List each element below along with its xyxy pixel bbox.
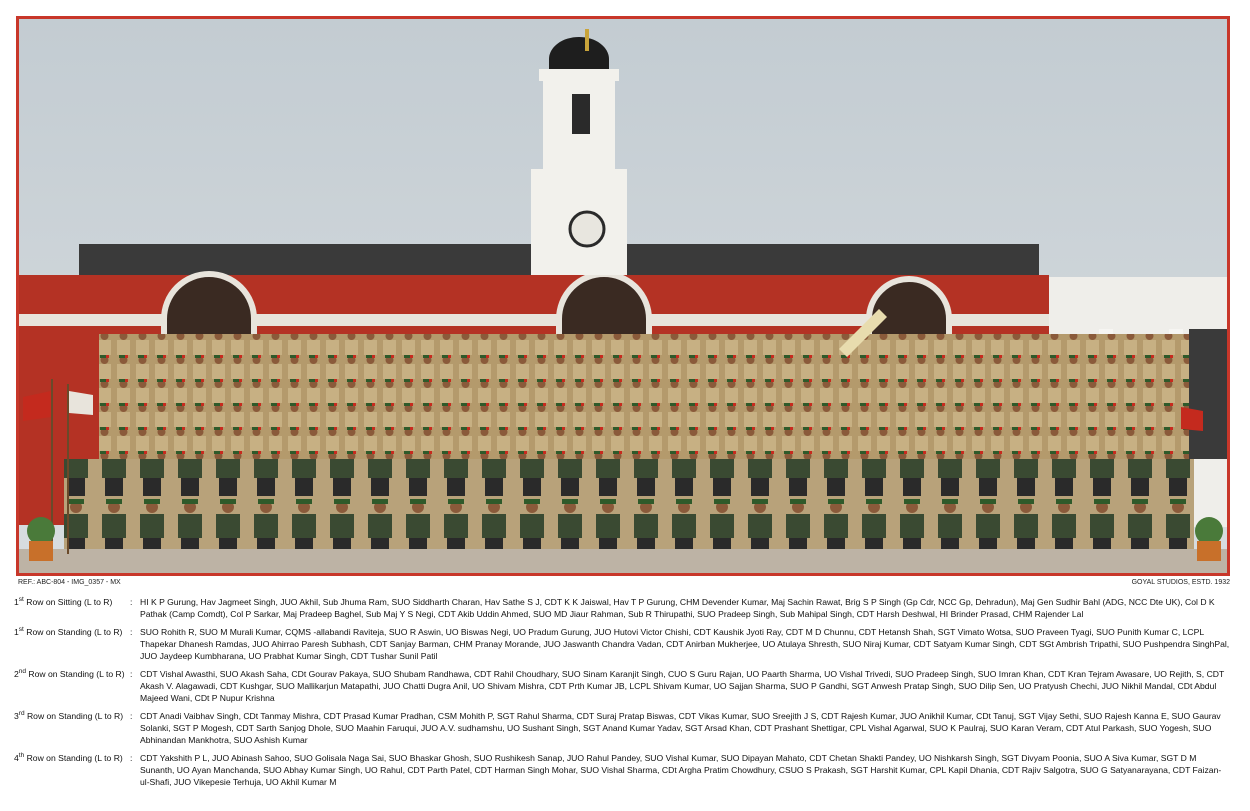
photo-reference-line xyxy=(18,579,1230,591)
caption-row-1-standing: 1st Row on Standing (L to R) : SUO Rohith R, SUO M Murali Kumar, CQMS -allabandi Raviteja, SUO R Aswin, UO Biswas Negi, UO Pradum Gurung, JUO Hutovi Victor Chishi, CDT Kaushik Jyoti Ray, CDT M D Chunnu, CDT Hetansh Shah, SGT Vimato Wotsa, SUO Praveen Tyagi, SUO Punith Kumar C, LCPL Thapekar Dhanesh Ramdas, JUO Ahirrao Paresh Subhash, CDT Sanjay Barman, CHM Pranay Morande, JUO Jaswanth Chandra Vadan, CDT Anirban Mukherjee, UO Atulaya Shresth, SUO Niraj Kumar, CDT Satyam Kumar Singh, CDT SGt Ambrish Tripathi, SUO Pushpendra SinghPal, JUO Jaydeep Kumbharana, UO Prabhat Kumar Singh, CDT Tushar Sunil Patil xyxy=(14,626,1230,661)
row-label: 4th Row on Standing (L to R) xyxy=(14,752,123,763)
row-names: CDT Vishal Awasthi, SUO Akash Saha, CDt Gourav Pakaya, SUO Shubam Randhawa, CDT Rahil Choudhary, SUO Sinam Karanjit Singh, CUO S Guru Rajan, UO Paarth Sharma, UO Vishal Trivedi, SUO Pradeep Singh, SUO Imran Khan, CDT Kran Tejram Awasare, UO Rejith, S, CDT Akash V. Alagawadi, CDT Kushgar, SUO Mallikarjun Matapathi, JUO Chatti Dugra Anil, UO Shivam Mishra, CDT Prth Kumar JB, LCPL Shivam Kumar, UO Sajjan Sharma, SUO P Gandhi, SGT Anwesh Pratap Singh, SUO Dilip Sen, UO Pratyush Chechi, JUO Nikhil Mandal, CDt Abdul Majeed Wani, CDt P Nupur Krishna xyxy=(140,669,1225,703)
row-names: CDT Anadi Vaibhav Singh, CDt Tanmay Mishra, CDT Prasad Kumar Pradhan, CSM Mohith P, SGT Rahul Sharma, CDT Suraj Pratap Biswas, CDT Vikas Kumar, SUO Sreejith J S, CDT Rajesh Kumar, JUO Anikhil Kumar, CDt Tanuj, SGT Vijay Sethi, SUO Rajesh Kanna E, SUO Gaurav Solanki, SGT P Mogesh, CDT Sarth Sanjog Dhole, SUO Maahin Faruqui, JUO A.V. sudhamshu, UO Sushant Singh, SGT Anand Kumar Yadav, SGT Arsad Khan, CDT Prashant Shettigar, CPL Vishal Agarwal, SUO K Paulraj, SUO Karan Veram, CDT Atul Parkash, SUO Yogesh, SUO Abhinandan Mankhotra, SUO Ashish Kumar xyxy=(140,711,1221,745)
caption-row-4-standing: 4th Row on Standing (L to R) : CDT Yakshith P L, JUO Abinash Sahoo, SUO Golisala Naga Sai, SUO Bhaskar Ghosh, SUO Rushikesh Sanap, JUO Rahul Pandey, SUO Vishal Kumar, SUO Dipayan Mahato, CDT Chetan Shakti Pandey, UO Nishkarsh Singh, SGT Divyam Poonia, SUO A Siva Kumar, SGT D M Sunanth, UO Ayan Manchanda, SUO Abhay Kumar Singh, UO Rahul, CDT Parth Patel, CDT Harman Singh Mohar, SUO Vishal Sharma, CDt Argha Pratim Chowdhury, CSUO S Prakash, SGT Harshit Kumar, CPL Kapil Dhania, CDT Rajiv Salgotra, SUO G Satyanarayana, CDT Faizan-ul-Shafi, JUO Vikepesie Terhuja, UO Akhil Kumar M xyxy=(14,752,1230,788)
caption-block xyxy=(14,596,1230,794)
group-photo xyxy=(19,19,1227,573)
image-reference: REF.: ABC-804 - IMG_0357 - MX xyxy=(18,579,121,586)
row-label: 2nd Row on Standing (L to R) xyxy=(14,668,125,679)
row-label: 1st Row on Sitting (L to R) xyxy=(14,596,113,607)
group-photo-frame xyxy=(16,16,1230,576)
row-names: CDT Yakshith P L, JUO Abinash Sahoo, SUO Golisala Naga Sai, SUO Bhaskar Ghosh, SUO Rushikesh Sanap, JUO Rahul Pandey, SUO Vishal Kumar, SUO Dipayan Mahato, CDT Chetan Shakti Pandey, UO Nishkarsh Singh, SGT Divyam Poonia, SUO A Siva Kumar, SGT D M Sunanth, UO Ayan Manchanda, SUO Abhay Kumar Singh, UO Rahul, CDT Parth Patel, CDT Harman Singh Mohar, SUO Vishal Sharma, CDt Argha Pratim Chowdhury, CSUO S Prakash, SGT Harshit Kumar, CPL Kapil Dhania, CDT Rajiv Salgotra, SUO G Satyanarayana, CDT Faizan-ul-Shafi, JUO Vikepesie Terhuja, UO Akhil Kumar M xyxy=(140,753,1222,787)
caption-row-2-standing: 2nd Row on Standing (L to R) : CDT Vishal Awasthi, SUO Akash Saha, CDt Gourav Pakaya, SUO Shubam Randhawa, CDT Rahil Choudhary, SUO Sinam Karanjit Singh, CUO S Guru Rajan, UO Paarth Sharma, UO Vishal Trivedi, SUO Pradeep Singh, SUO Imran Khan, CDT Kran Tejram Awasare, UO Rejith, S, CDT Akash V. Alagawadi, CDT Kushgar, SUO Mallikarjun Matapathi, JUO Chatti Dugra Anil, UO Shivam Mishra, CDT Prth Kumar JB, LCPL Shivam Kumar, UO Sajjan Sharma, SUO P Gandhi, SGT Anwesh Pratap Singh, SUO Dilip Sen, UO Pratyush Chechi, JUO Nikhil Mandal, CDt Abdul Majeed Wani, CDt P Nupur Krishna xyxy=(14,668,1230,704)
row-label: 3rd Row on Standing (L to R) xyxy=(14,710,124,721)
caption-row-1-sitting: 1st Row on Sitting (L to R) : HI K P Gurung, Hav Jagmeet Singh, JUO Akhil, Sub Jhuma Ram, SUO Siddharth Charan, Hav Sathe S J, CDT K K Jaiswal, Hav T P Gurung, CHM Devender Kumar, Maj Sachin Rawat, Brig S P Singh (Gp Cdr, NCC Gp, Dehradun), Maj Gen Sudhir Bahl (ADG, NCC Dte UK), Col D K Pathak (Camp Comdt), Col P Sarkar, Maj Pradeep Baghel, Sub Maj Y S Negi, CDT Akib Uddin Ahmed, SUO MD Jiaur Rahman, Sub R Thirupathi, SUO Pradeep Singh, Sub Mahipal Singh, CDT Harsh Deshwal, HI Brinder Prasad, CHM Rajender Lal xyxy=(14,596,1230,620)
row-names: HI K P Gurung, Hav Jagmeet Singh, JUO Akhil, Sub Jhuma Ram, SUO Siddharth Charan, Hav Sathe S J, CDT K K Jaiswal, Hav T P Gurung, CHM Devender Kumar, Maj Sachin Rawat, Brig S P Singh (Gp Cdr, NCC Gp, Dehradun), Maj Gen Sudhir Bahl (ADG, NCC Dte UK), Col D K Pathak (Camp Comdt), Col P Sarkar, Maj Pradeep Baghel, Sub Maj Y S Negi, CDT Akib Uddin Ahmed, SUO MD Jiaur Rahman, Sub R Thirupathi, SUO Pradeep Singh, Sub Mahipal Singh, CDT Harsh Deshwal, HI Brinder Prasad, CHM Rajender Lal xyxy=(140,597,1215,619)
row-names: SUO Rohith R, SUO M Murali Kumar, CQMS -allabandi Raviteja, SUO R Aswin, UO Biswas Negi, UO Pradum Gurung, JUO Hutovi Victor Chishi, CDT Kaushik Jyoti Ray, CDT M D Chunnu, CDT Hetansh Shah, SGT Vimato Wotsa, SUO Praveen Tyagi, SUO Punith Kumar C, LCPL Thapekar Dhanesh Ramdas, JUO Ahirrao Paresh Subhash, CDT Sanjay Barman, CHM Pranay Morande, JUO Jaswanth Chandra Vadan, CDT Anirban Mukherjee, UO Atulaya Shresth, SUO Niraj Kumar, CDT Satyam Kumar Singh, CDT SGt Ambrish Tripathi, SUO Pushpendra SinghPal, JUO Jaydeep Kumbharana, UO Prabhat Kumar Singh, CDT Tushar Sunil Patil xyxy=(140,627,1230,661)
studio-credit: GOYAL STUDIOS, ESTD. 1932 xyxy=(1131,579,1230,586)
row-label: 1st Row on Standing (L to R) xyxy=(14,626,123,637)
caption-row-3-standing: 3rd Row on Standing (L to R) : CDT Anadi Vaibhav Singh, CDt Tanmay Mishra, CDT Prasad Kumar Pradhan, CSM Mohith P, SGT Rahul Sharma, CDT Suraj Pratap Biswas, CDT Vikas Kumar, SUO Sreejith J S, CDT Rajesh Kumar, JUO Anikhil Kumar, CDt Tanuj, SGT Vijay Sethi, SUO Rajesh Kanna E, SUO Gaurav Solanki, SGT P Mogesh, CDT Sarth Sanjog Dhole, SUO Maahin Faruqui, JUO A.V. sudhamshu, UO Sushant Singh, SGT Anand Kumar Yadav, SGT Arsad Khan, CDT Prashant Shettigar, CPL Vishal Agarwal, SUO K Paulraj, SUO Karan Veram, CDT Atul Parkash, SUO Yogesh, SUO Abhinandan Mankhotra, SUO Ashish Kumar xyxy=(14,710,1230,746)
